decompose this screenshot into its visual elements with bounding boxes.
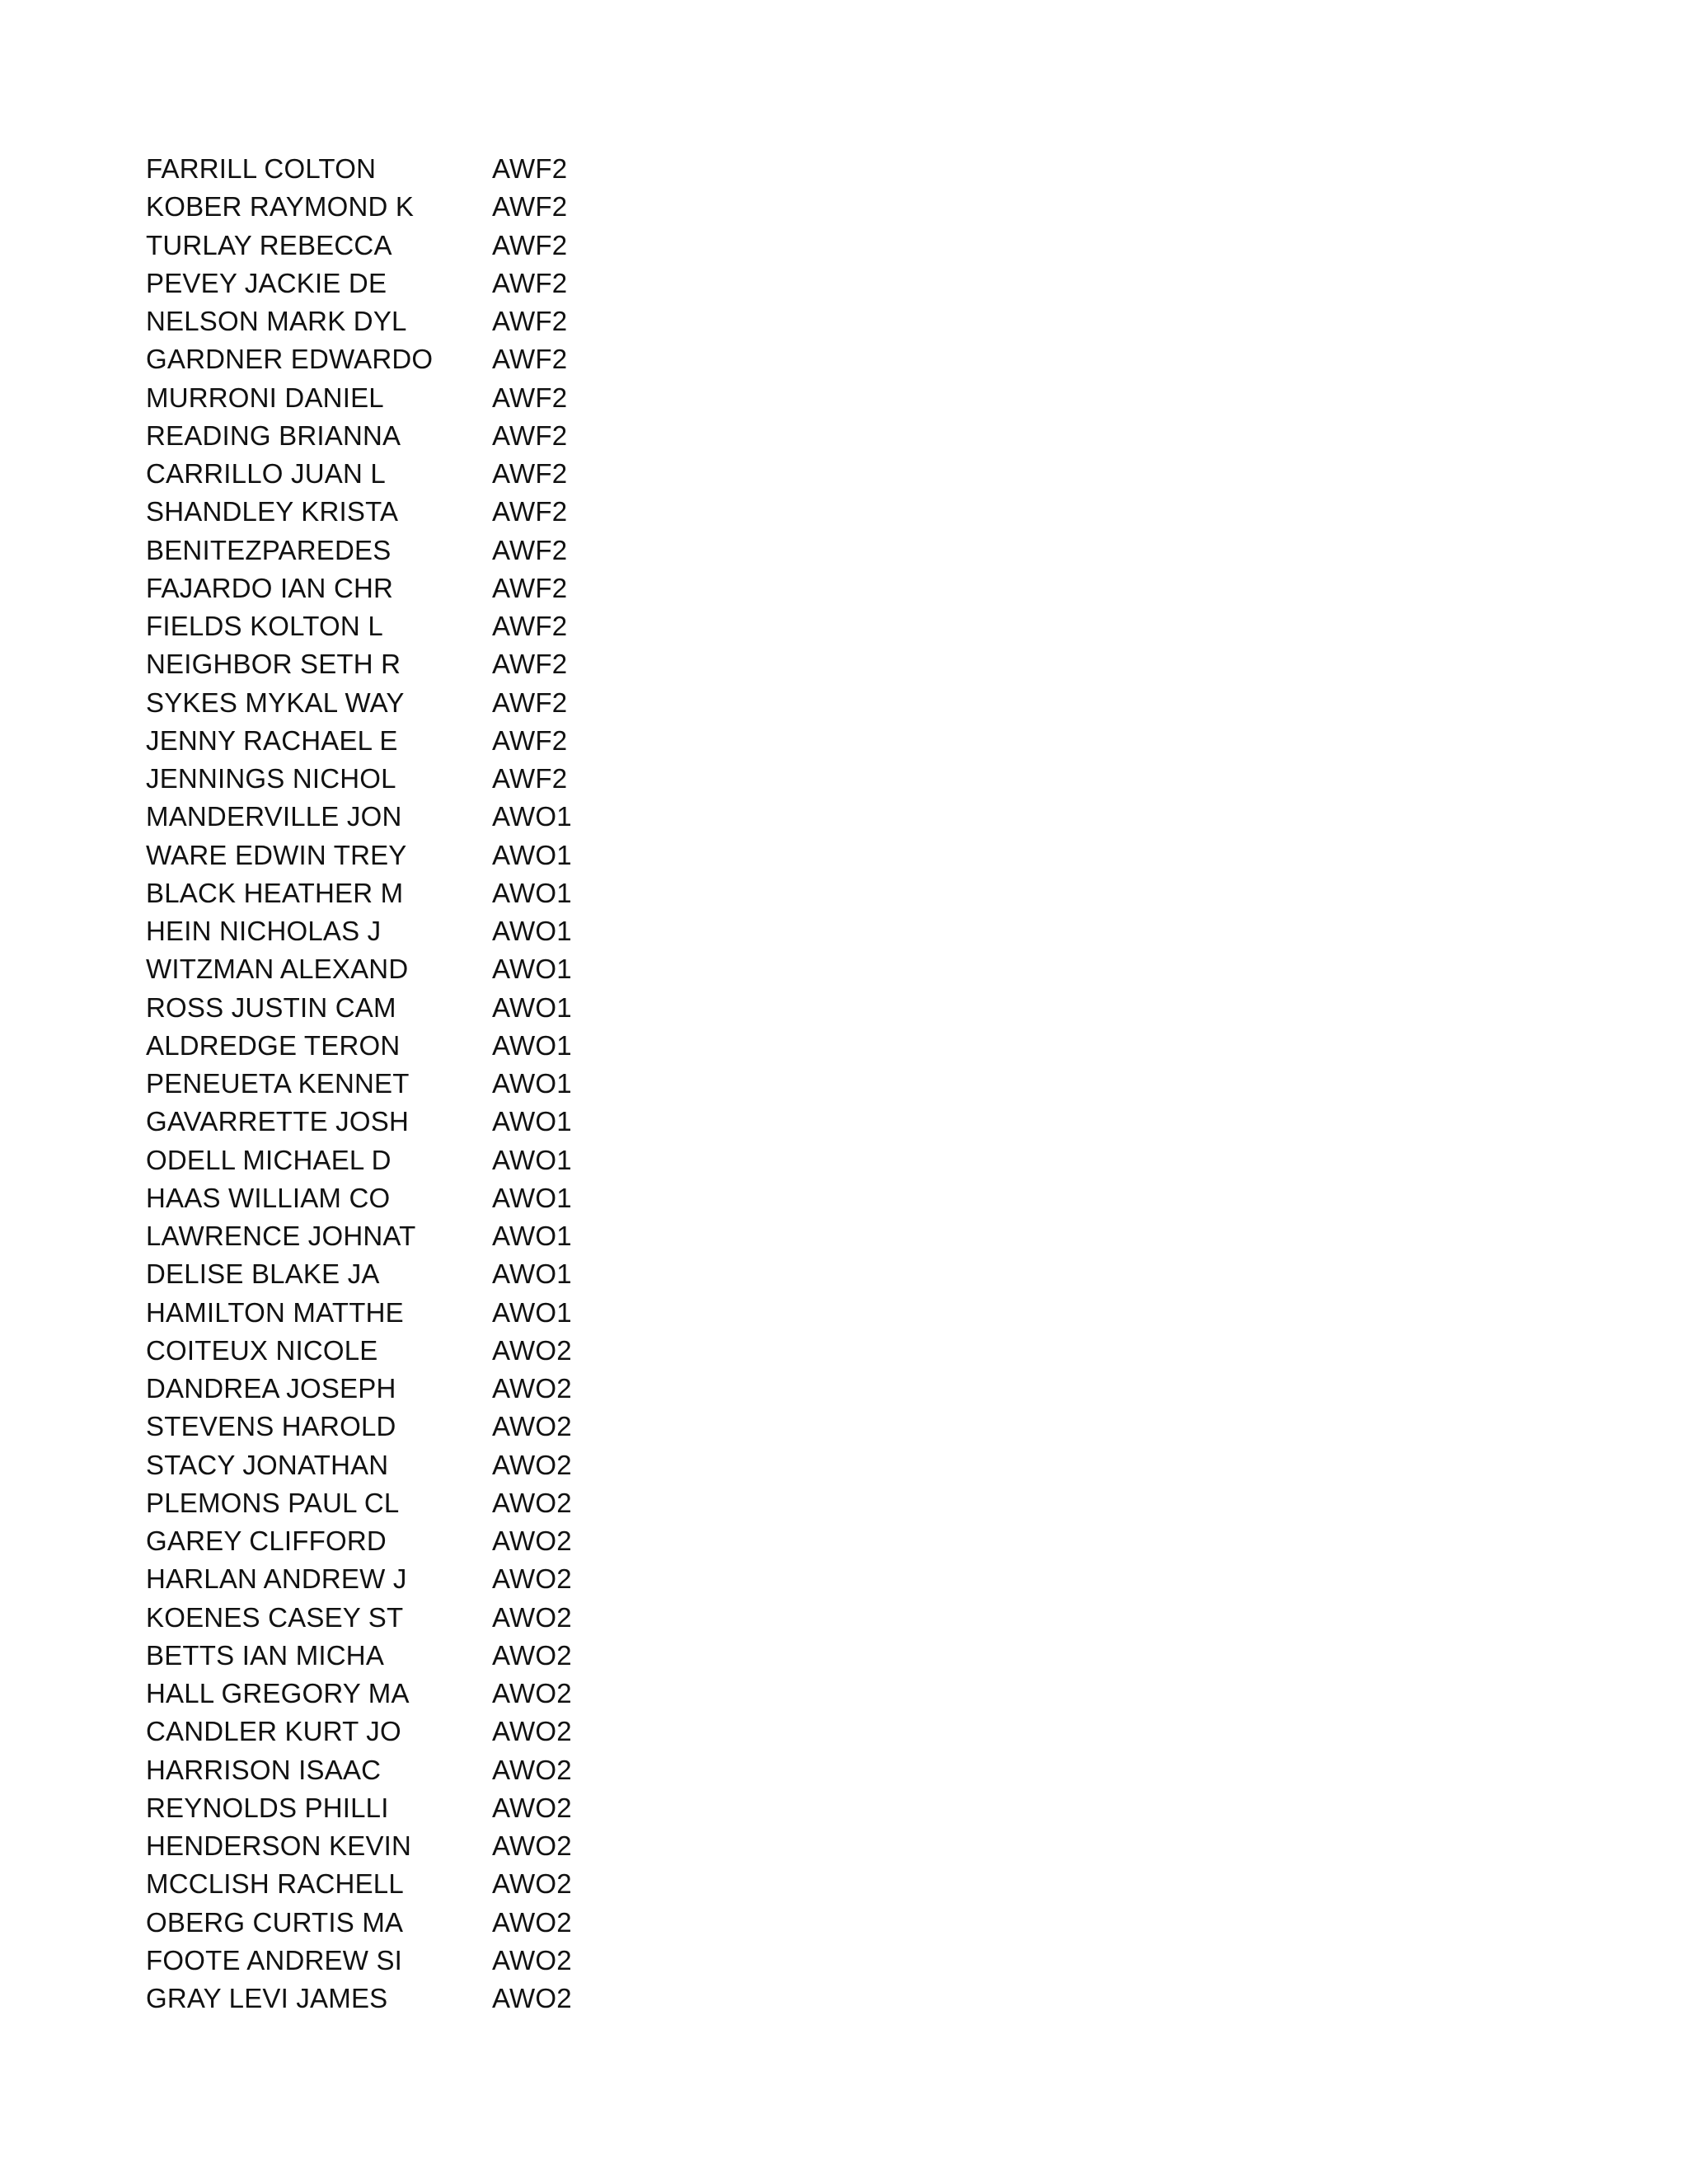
list-item (146, 1865, 723, 1903)
list-item (146, 455, 723, 493)
rating-code: AWF2 (492, 611, 568, 642)
person-name: BLACK HEATHER M (146, 877, 404, 908)
rating-code: AWO2 (492, 1526, 572, 1557)
rating-code: AWO2 (492, 1944, 572, 1975)
list-item (146, 1942, 723, 1980)
rating-code: AWF2 (492, 419, 568, 451)
list-item (146, 874, 723, 912)
rating-code: AWO1 (492, 877, 572, 908)
person-name: FIELDS KOLTON L (146, 611, 383, 642)
list-item (146, 1675, 723, 1713)
list-item (146, 1065, 723, 1103)
person-name: SHANDLEY KRISTA (146, 496, 399, 527)
list-item (146, 1103, 723, 1141)
rating-code: AWO1 (492, 1182, 572, 1213)
list-item (146, 989, 723, 1027)
person-name: NEIGHBOR SETH R (146, 649, 401, 680)
rating-code: AWF2 (492, 458, 568, 490)
rating-code: AWO1 (492, 1068, 572, 1099)
person-name: JENNINGS NICHOL (146, 763, 396, 794)
rating-code: AWO2 (492, 1754, 572, 1785)
rating-code: AWO2 (492, 1449, 572, 1480)
list-item (146, 417, 723, 455)
rating-code: AWO2 (492, 1639, 572, 1671)
person-name: GARDNER EDWARDO (146, 344, 434, 375)
rating-code: AWO1 (492, 801, 572, 832)
list-item (146, 1484, 723, 1522)
person-name: PENEUETA KENNET (146, 1068, 410, 1099)
list-item (146, 1179, 723, 1217)
list-item (146, 760, 723, 798)
person-name: MURRONI DANIEL (146, 382, 384, 413)
person-name: HALL GREGORY MA (146, 1678, 410, 1709)
person-name: BETTS IAN MICHA (146, 1639, 385, 1671)
rating-code: AWF2 (492, 572, 568, 603)
person-name: DELISE BLAKE JA (146, 1258, 380, 1290)
person-name: FAJARDO IAN CHR (146, 572, 394, 603)
rating-code: AWF2 (492, 534, 568, 565)
rating-code: AWF2 (492, 724, 568, 756)
list-item (146, 1751, 723, 1789)
person-name: FARRILL COLTON (146, 153, 377, 185)
list-item (146, 684, 723, 722)
person-name: ALDREDGE TERON (146, 1029, 401, 1061)
list-item (146, 1255, 723, 1293)
list-item (146, 1522, 723, 1560)
person-name: GAREY CLIFFORD (146, 1526, 387, 1557)
list-item (146, 150, 723, 188)
person-name: GRAY LEVI JAMES (146, 1983, 388, 2014)
person-name: COITEUX NICOLE (146, 1334, 378, 1366)
list-item (146, 607, 723, 645)
rating-code: AWO1 (492, 916, 572, 947)
rating-code: AWO2 (492, 1792, 572, 1823)
rating-code: AWO2 (492, 1716, 572, 1747)
list-item (146, 1217, 723, 1255)
rating-code: AWO2 (492, 1487, 572, 1518)
person-name: HENDERSON KEVIN (146, 1830, 412, 1862)
rating-code: AWO2 (492, 1906, 572, 1938)
person-name: GAVARRETTE JOSH (146, 1106, 409, 1137)
rating-code: AWF2 (492, 382, 568, 413)
rating-code: AWF2 (492, 687, 568, 718)
rating-code: AWF2 (492, 153, 568, 185)
rating-code: AWO2 (492, 1830, 572, 1862)
list-item (146, 1599, 723, 1637)
list-item (146, 1370, 723, 1408)
rating-code: AWO2 (492, 1983, 572, 2014)
person-name: HARRISON ISAAC (146, 1754, 382, 1785)
list-item (146, 1446, 723, 1484)
list-item (146, 1332, 723, 1370)
list-item (146, 569, 723, 607)
person-name: NELSON MARK DYL (146, 306, 407, 337)
rating-code: AWO2 (492, 1411, 572, 1442)
person-name: READING BRIANNA (146, 419, 401, 451)
list-item (146, 493, 723, 531)
rating-code: AWF2 (492, 763, 568, 794)
list-item (146, 950, 723, 988)
list-item (146, 1980, 723, 2018)
list-item (146, 722, 723, 760)
list-item (146, 837, 723, 874)
person-name: REYNOLDS PHILLI (146, 1792, 389, 1823)
person-name: HARLAN ANDREW J (146, 1563, 407, 1595)
list-item (146, 265, 723, 302)
list-item (146, 1827, 723, 1865)
person-name: OBERG CURTIS MA (146, 1906, 404, 1938)
person-name: HAMILTON MATTHE (146, 1296, 404, 1328)
list-item (146, 1141, 723, 1179)
person-name: JENNY RACHAEL E (146, 724, 398, 756)
person-name: ODELL MICHAEL D (146, 1144, 392, 1175)
list-item (146, 912, 723, 950)
person-name: WITZMAN ALEXAND (146, 954, 409, 985)
rating-code: AWO1 (492, 839, 572, 870)
list-item (146, 188, 723, 226)
list-item (146, 1027, 723, 1065)
person-name: PEVEY JACKIE DE (146, 267, 387, 298)
person-name: STACY JONATHAN (146, 1449, 389, 1480)
list-item (146, 532, 723, 569)
rating-code: AWO1 (492, 954, 572, 985)
rating-code: AWO1 (492, 1029, 572, 1061)
person-name: BENITEZPAREDES (146, 534, 392, 565)
list-item (146, 379, 723, 417)
person-name: MCCLISH RACHELL (146, 1868, 404, 1900)
rating-code: AWO2 (492, 1868, 572, 1900)
roster-list (146, 150, 723, 2018)
person-name: LAWRENCE JOHNAT (146, 1221, 416, 1252)
rating-code: AWO2 (492, 1373, 572, 1404)
person-name: TURLAY REBECCA (146, 229, 392, 260)
rating-code: AWO1 (492, 1221, 572, 1252)
rating-code: AWF2 (492, 191, 568, 223)
list-item (146, 645, 723, 683)
person-name: WARE EDWIN TREY (146, 839, 407, 870)
person-name: CANDLER KURT JO (146, 1716, 401, 1747)
person-name: MANDERVILLE JON (146, 801, 402, 832)
rating-code: AWO1 (492, 1144, 572, 1175)
rating-code: AWO2 (492, 1678, 572, 1709)
list-item (146, 1713, 723, 1750)
rating-code: AWO1 (492, 1106, 572, 1137)
list-item (146, 227, 723, 265)
rating-code: AWO1 (492, 1296, 572, 1328)
person-name: HEIN NICHOLAS J (146, 916, 382, 947)
rating-code: AWO1 (492, 991, 572, 1023)
person-name: FOOTE ANDREW SI (146, 1944, 403, 1975)
rating-code: AWF2 (492, 229, 568, 260)
rating-code: AWO2 (492, 1563, 572, 1595)
list-item (146, 1294, 723, 1332)
list-item (146, 340, 723, 378)
person-name: STEVENS HAROLD (146, 1411, 396, 1442)
list-item (146, 302, 723, 340)
list-item (146, 1560, 723, 1598)
person-name: DANDREA JOSEPH (146, 1373, 396, 1404)
person-name: KOENES CASEY ST (146, 1601, 404, 1633)
person-name: CARRILLO JUAN L (146, 458, 386, 490)
rating-code: AWF2 (492, 306, 568, 337)
list-item (146, 1904, 723, 1942)
person-name: ROSS JUSTIN CAM (146, 991, 396, 1023)
person-name: KOBER RAYMOND K (146, 191, 415, 223)
person-name: SYKES MYKAL WAY (146, 687, 405, 718)
list-item (146, 798, 723, 836)
rating-code: AWF2 (492, 344, 568, 375)
list-item (146, 1637, 723, 1675)
rating-code: AWO1 (492, 1258, 572, 1290)
person-name: HAAS WILLIAM CO (146, 1182, 391, 1213)
rating-code: AWF2 (492, 267, 568, 298)
list-item (146, 1408, 723, 1446)
list-item (146, 1789, 723, 1827)
rating-code: AWO2 (492, 1601, 572, 1633)
rating-code: AWF2 (492, 649, 568, 680)
rating-code: AWO2 (492, 1334, 572, 1366)
person-name: PLEMONS PAUL CL (146, 1487, 400, 1518)
rating-code: AWF2 (492, 496, 568, 527)
